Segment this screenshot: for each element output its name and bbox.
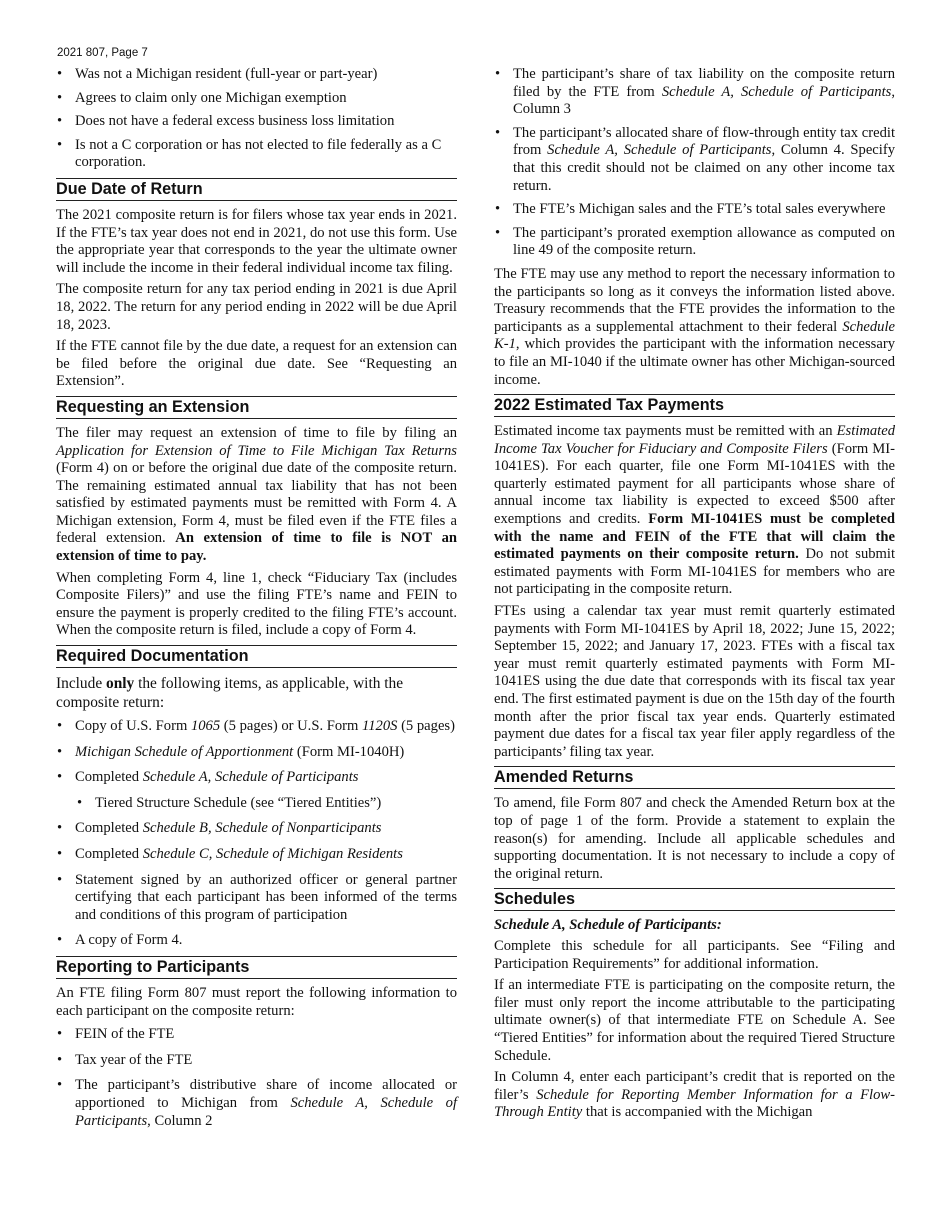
- list-item: • The FTE’s Michigan sales and the FTE’s total sales everywhere: [494, 201, 895, 219]
- paragraph: FTEs using a calendar tax year must remit quarterly estimated payments with Form MI-1041ES by April 18, 2022; June 15, 2022; September 15, 2022; and January 17, 2023. FTEs with a fiscal tax year must remit quarterly estimated payments with Form MI-1041ES using the due date that corresponds with its fiscal tax year end. The first estimated payment is due on the 15th day of the fourth month after the prior fiscal tax year ends. Quarterly estimated payment due dates for a fiscal tax year filer apply regardless of the participants’ filing tax year.: [494, 603, 895, 760]
- right-column: [494, 66, 895, 1126]
- list-item: • Copy of U.S. Form 1065 (5 pages) or U.S. Form 1120S (5 pages): [56, 718, 457, 736]
- list-item: • Agrees to claim only one Michigan exemption: [56, 90, 457, 108]
- paragraph: If an intermediate FTE is participating on the composite return, the filer must only report the income attributable to the participating ultimate owner(s) of that intermediate FTE on Schedule A. See “Tiered Entities” for information about the required Tiered Structure Schedule.: [494, 977, 895, 1064]
- paragraph: The FTE may use any method to report the necessary information to the participants so long as it conveys the information listed above. Treasury recommends that the FTE provides the information to the participants as a supplemental attachment to their federal Schedule K-1, which provides the participant with the information necessary to file an MI-1040 if the ultimate owner has other Michigan-sourced income.: [494, 265, 895, 388]
- list-item: • The participant’s share of tax liability on the composite return filed by the FTE from Schedule A, Schedule of Participants, Column 3: [494, 66, 895, 119]
- eligibility-list: [56, 66, 457, 172]
- section-heading-reporting: Reporting to Participants: [56, 956, 457, 979]
- paragraph: The composite return for any tax period ending in 2021 is due April 18, 2022. The return for any period ending in 2022 will be due April 18, 2023.: [56, 281, 457, 333]
- list-item: • Tiered Structure Schedule (see “Tiered Entities”): [56, 795, 457, 813]
- reporting-list: [56, 1026, 457, 1130]
- list-item: • The participant’s distributive share of income allocated or apportioned to Michigan from Schedule A, Schedule of Participants, Column 2: [56, 1077, 457, 1130]
- left-column: [56, 66, 457, 1136]
- list-item: • Does not have a federal excess business loss limitation: [56, 113, 457, 131]
- paragraph: If the FTE cannot file by the due date, a request for an extension can be filed before the original due date. See “Requesting an Extension”.: [56, 338, 457, 390]
- section-heading-amended: Amended Returns: [494, 766, 895, 789]
- paragraph: The 2021 composite return is for filers whose tax year ends in 2021. If the FTE’s tax year does not end in 2021, do not use this form. Use the appropriate year that corresponds to the year the ultimate owner will include the income in their federal individual income tax filing.: [56, 206, 457, 276]
- section-heading-due-date: Due Date of Return: [56, 178, 457, 201]
- page-header: 2021 807, Page 7: [57, 47, 148, 59]
- list-item: • Michigan Schedule of Apportionment (Form MI-1040H): [56, 744, 457, 762]
- paragraph: In Column 4, enter each participant’s credit that is reported on the filer’s Schedule for Reporting Member Information for a Flow-Through Entity that is accompanied with the Michigan: [494, 1069, 895, 1121]
- section-heading-schedules: Schedules: [494, 888, 895, 911]
- paragraph: Include only the following items, as applicable, with the composite return:: [56, 675, 404, 712]
- reporting-list-continued: [494, 66, 895, 260]
- required-docs-list: [56, 718, 457, 950]
- list-item: • FEIN of the FTE: [56, 1026, 457, 1044]
- list-item: • The participant’s allocated share of flow-through entity tax credit from Schedule A, Schedule of Participants, Column 4. Specify that this credit should not be claimed on any other income tax return.: [494, 125, 895, 195]
- list-item: • Completed Schedule C, Schedule of Michigan Residents: [56, 846, 457, 864]
- list-item: • Is not a C corporation or has not elected to file federally as a C corporation.: [56, 137, 457, 172]
- list-item: • Completed Schedule A, Schedule of Participants: [56, 769, 457, 787]
- section-heading-extension: Requesting an Extension: [56, 396, 457, 419]
- list-item: • Completed Schedule B, Schedule of Nonparticipants: [56, 820, 457, 838]
- list-item: • Was not a Michigan resident (full-year or part-year): [56, 66, 457, 84]
- section-heading-required-docs: Required Documentation: [56, 645, 457, 668]
- list-item: • Statement signed by an authorized officer or general partner certifying that each participant has been informed of the terms and conditions of this program of participation: [56, 872, 457, 925]
- section-heading-estimated-payments: 2022 Estimated Tax Payments: [494, 394, 895, 417]
- schedule-a-subheading: Schedule A, Schedule of Participants:: [494, 917, 722, 934]
- list-item: • The participant’s prorated exemption allowance as computed on line 49 of the composite return.: [494, 225, 895, 260]
- list-item: • Tax year of the FTE: [56, 1052, 457, 1070]
- paragraph: An FTE filing Form 807 must report the following information to each participant on the composite return:: [56, 984, 457, 1019]
- list-item: • A copy of Form 4.: [56, 932, 457, 950]
- paragraph: To amend, file Form 807 and check the Amended Return box at the top of page 1 of the form. Provide a statement to explain the reason(s) for amending. Include all applicable schedules and supporting documentation. It is not necessary to include a copy of the original return.: [494, 795, 895, 882]
- emphasis: An extension of time to file is NOT an extension of time to pay.: [56, 530, 457, 565]
- paragraph: The filer may request an extension of time to file by filing an Application for Extension of Time to File Michigan Tax Returns (Form 4) on or before the original due date of the composite return. The remaining estimated annual tax liability that has not been satisfied by estimated payments must be remitted with Form 4. A Michigan extension, Form 4, must be filed even if the FTE files a federal extension. An extension of time to file is NOT an extension of time to pay.: [56, 424, 457, 565]
- paragraph: Estimated income tax payments must be remitted with an Estimated Income Tax Voucher for Fiduciary and Composite Filers (Form MI-1041ES). For each quarter, file one Form MI-1041ES with the quarterly estimated payment for all participants whose share of annual income tax liability is expected to exceed $500 after exemptions and credits. Form MI-1041ES must be completed with the name and FEIN of the FTE that will claim the estimated payments on their composite return. Do not submit estimated payments with Form MI-1041ES for members who are not participating in the composite return.: [494, 423, 895, 598]
- form-title: Application for Extension of Time to File Michigan Tax Returns: [56, 442, 457, 459]
- paragraph: When completing Form 4, line 1, check “Fiduciary Tax (includes Composite Filers)” and use the filing FTE’s name and FEIN to ensure the payment is properly credited to the filing FTE’s account. When the composite return is filed, include a copy of Form 4.: [56, 569, 457, 639]
- paragraph: Complete this schedule for all participants. See “Filing and Participation Requirements” for additional information.: [494, 937, 895, 972]
